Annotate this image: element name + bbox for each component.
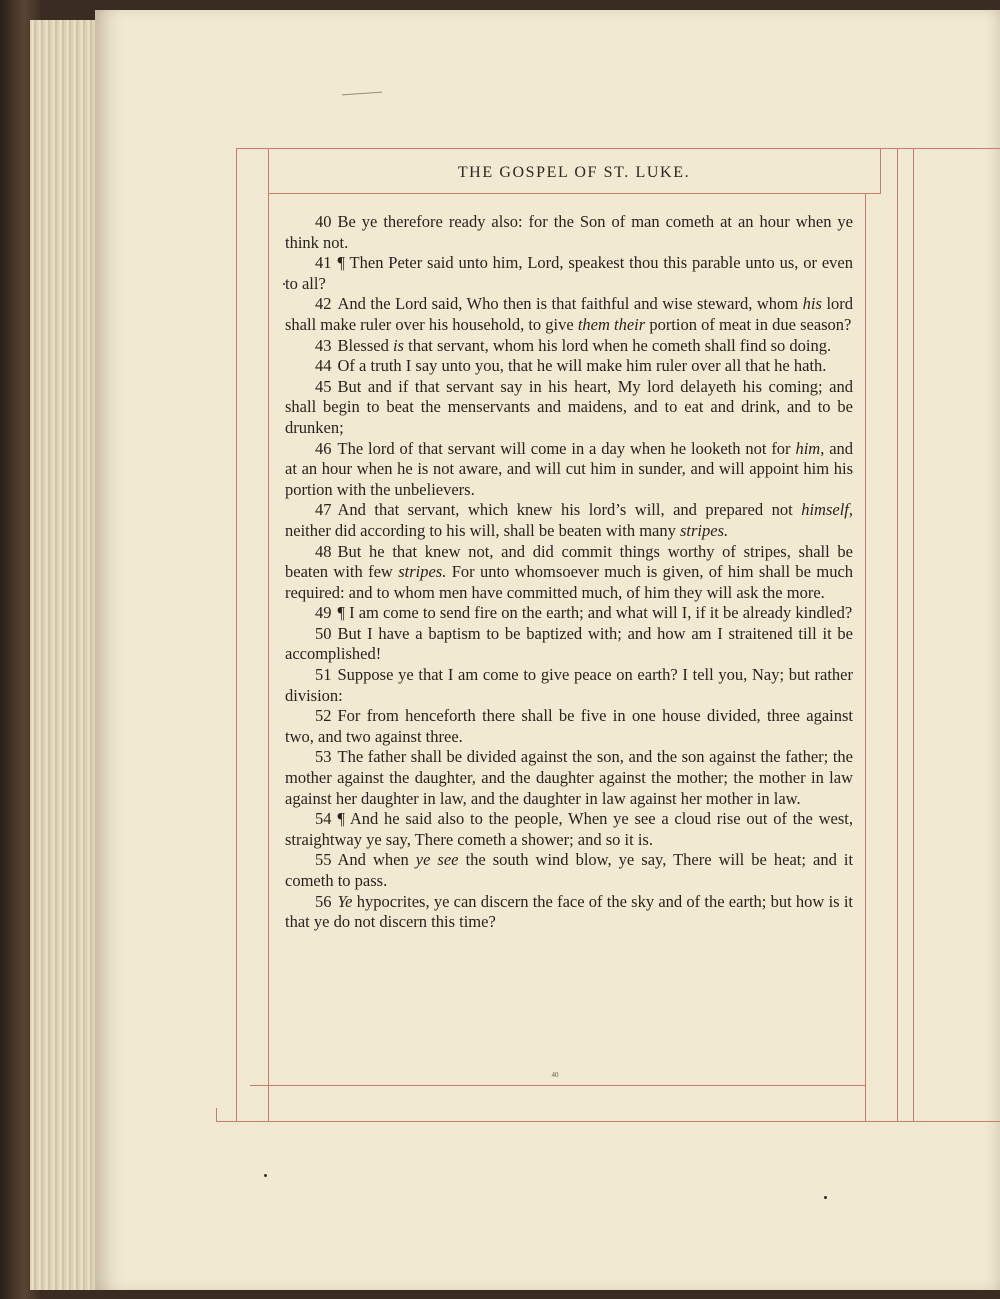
verse-text: I am come to send fire on the earth; and what will I, if it be already kindled? <box>349 603 853 623</box>
verse-text: And the Lord said, Who then is that faithful and wise steward, whom <box>337 294 799 314</box>
verse-text: And that servant, which knew his lord’s will, and prepared not <box>337 500 793 520</box>
italic-text: stripes. <box>680 520 729 540</box>
verse-text: neither did according to his will, shall be beaten with many <box>285 520 676 540</box>
page-edges <box>30 20 100 1290</box>
verse-number: 45 <box>315 376 332 396</box>
italic-text: is <box>392 335 404 355</box>
verse-number: 49 <box>315 603 332 623</box>
verse-text: And when <box>337 850 409 870</box>
speck <box>283 283 285 285</box>
verse <box>285 892 853 933</box>
verse <box>285 500 853 541</box>
verse-text: But and if that servant say in his heart, My lord delayeth his coming; and shall begin to beat the menservants and maidens, and to eat and drink, and to be drunken; <box>285 376 853 437</box>
pilcrow-mark: ¶ <box>337 603 345 623</box>
italic-text: Ye <box>337 891 353 911</box>
scripture-text <box>285 212 853 933</box>
verse-text: For unto whomsoever much is given, of him shall be much required: and to whom men have committed much, of him they will ask the more. <box>285 562 854 602</box>
verse-number: 44 <box>315 356 332 376</box>
verse-text: Of a truth I say unto you, that he will make him ruler over all that he hath. <box>337 356 827 376</box>
verse <box>285 747 853 809</box>
verse-number: 40 <box>315 212 332 231</box>
italic-text: his <box>802 294 822 314</box>
verse <box>285 706 853 747</box>
verse-number: 52 <box>315 706 332 726</box>
verse-text: Suppose ye that I am come to give peace on earth? I tell you, Nay; but rather division: <box>285 665 853 705</box>
verse-text: that servant, whom his lord when he cometh shall find so doing. <box>408 335 832 355</box>
verse <box>285 850 853 891</box>
verse-text: For from henceforth there shall be five in one house divided, three against two, and two against three. <box>285 706 853 746</box>
verse <box>285 253 853 294</box>
verse <box>285 356 853 377</box>
italic-text: him, <box>795 438 825 458</box>
verse-number: 55 <box>315 850 332 870</box>
verse <box>285 439 853 501</box>
verse <box>285 336 853 357</box>
verse <box>285 542 853 604</box>
verse-text: the south wind blow, ye say, There will be heat; and it cometh to pass. <box>285 850 854 890</box>
verse-text: Blessed <box>337 335 389 355</box>
verse-text: But he that knew not, and did commit things worthy of stripes, shall be beaten with few <box>285 541 853 582</box>
verse-text: Be ye therefore ready also: for the Son of man cometh at an hour when ye think not. <box>285 212 853 252</box>
verse-number: 51 <box>315 665 332 685</box>
verse <box>285 212 853 253</box>
verse <box>285 377 853 439</box>
verse-number: 43 <box>315 335 332 355</box>
speck <box>824 1196 827 1199</box>
verse-number: 41 <box>315 253 332 273</box>
verse-number: 56 <box>315 891 332 911</box>
verse-number: 48 <box>315 541 332 561</box>
italic-text: them their <box>577 314 646 334</box>
verse <box>285 809 853 850</box>
italic-text: stripes. <box>398 562 447 582</box>
verse-text: And he said also to the people, When ye see a cloud rise out of the west, straightway ye say, There cometh a shower; and so it is. <box>285 809 853 849</box>
verse-text: But I have a baptism to be baptized with; and how am I straitened till it be accomplished! <box>285 623 853 664</box>
verse-text: Then Peter said unto him, Lord, speakest thou this parable unto us, or even to all? <box>285 253 853 293</box>
pilcrow-mark: ¶ <box>337 809 345 829</box>
running-head: THE GOSPEL OF ST. LUKE. <box>457 164 691 181</box>
verse-text: hypocrites, ye can discern the face of the sky and of the earth; but how is it that ye do not discern this time? <box>285 891 853 932</box>
verse <box>285 665 853 706</box>
verse-number: 46 <box>315 438 332 458</box>
verse-text: and at an hour when he is not aware, and will cut him in sunder, and will appoint him his portion with the unbelievers. <box>285 438 854 499</box>
folio-number: 40 <box>551 1071 559 1079</box>
verse-text: portion of meat in due season? <box>649 314 852 334</box>
verse-text: The father shall be divided against the son, and the son against the father; the mother against the daughter, and the daughter against the mother; the mother in law against her daughter in law, and the daughter in law against her mother in law. <box>285 747 853 808</box>
verse <box>285 294 853 335</box>
italic-text: himself, <box>801 500 853 520</box>
verse <box>285 624 853 665</box>
speck <box>264 1174 267 1177</box>
verse-number: 54 <box>315 809 332 829</box>
verse-number: 47 <box>315 500 332 520</box>
verse-number: 50 <box>315 623 332 643</box>
italic-text: ye see <box>415 850 459 870</box>
verse <box>285 603 853 624</box>
verse-number: 42 <box>315 294 332 314</box>
verse-text: The lord of that servant will come in a day when he looketh not for <box>337 438 791 458</box>
pilcrow-mark: ¶ <box>337 253 345 273</box>
verse-number: 53 <box>315 747 332 767</box>
verse-text: lord shall make ruler over his household, to give <box>285 294 854 334</box>
